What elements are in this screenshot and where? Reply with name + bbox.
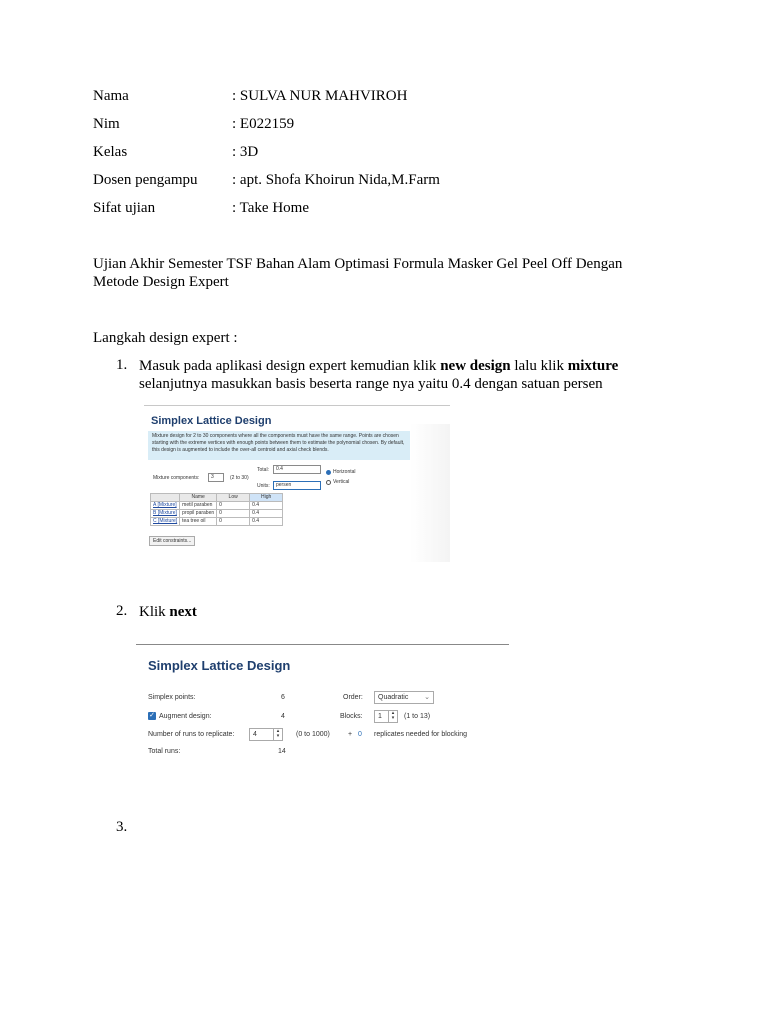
component-high[interactable]: 0.4 — [250, 518, 283, 526]
value-nama: : SULVA NUR MAHVIROH — [232, 88, 408, 104]
component-name[interactable]: metil paraben — [180, 502, 217, 510]
table-header: Low — [217, 494, 250, 502]
document-title: Ujian Akhir Semester TSF Bahan Alam Optimasi Formula Masker Gel Peel Off Dengan Metode Design Expert — [93, 256, 623, 290]
component-high[interactable]: 0.4 — [250, 502, 283, 510]
step-2-bold-next: next — [169, 604, 197, 620]
dialog-title: Simplex Lattice Design — [148, 658, 291, 673]
label-sifat-ujian: Sifat ujian — [93, 200, 156, 216]
components-table — [150, 493, 283, 526]
mixture-components-label: Mixture components: — [153, 475, 200, 481]
table-header — [151, 494, 180, 502]
vertical-label: Vertical — [333, 479, 350, 485]
step-1-bold-new-design: new design — [440, 358, 511, 374]
table-row[interactable] — [151, 518, 283, 526]
mixture-components-input[interactable]: 3 — [208, 473, 224, 482]
replicate-label: Number of runs to replicate: — [148, 731, 235, 738]
dialog-title: Simplex Lattice Design — [151, 415, 272, 427]
augment-checkbox[interactable]: ✓ — [149, 712, 155, 719]
component-id: B [Mixture] — [151, 510, 180, 518]
augment-label: Augment design: — [159, 713, 212, 720]
table-header: High — [250, 494, 283, 502]
replicates-text: replicates needed for blocking — [374, 731, 468, 738]
component-low[interactable]: 0 — [217, 502, 250, 510]
horizontal-label: Horizontal — [333, 469, 356, 475]
step-1-number: 1. — [116, 357, 128, 373]
replicate-stepper[interactable] — [249, 728, 283, 741]
screenshot-simplex-lattice-setup — [142, 404, 450, 562]
step-2-text-a: Klik — [139, 604, 170, 620]
label-kelas: Kelas — [93, 144, 128, 160]
order-label: Order: — [343, 694, 363, 701]
simplex-points-label: Simplex points: — [148, 694, 196, 701]
component-name[interactable]: propil paraben — [180, 510, 217, 518]
label-nama: Nama — [93, 88, 129, 104]
step-1-text-c: selanjutnya masukkan basis beserta range nya yaitu 0.4 dengan satuan persen — [139, 376, 603, 392]
step-1-bold-mixture: mixture — [567, 358, 619, 374]
replicate-value: 4 — [253, 731, 257, 738]
value-sifat-ujian: : Take Home — [232, 200, 309, 216]
component-high[interactable]: 0.4 — [250, 510, 283, 518]
step-3-number: 3. — [116, 819, 128, 835]
step-1-text — [139, 357, 659, 393]
plus-sign: + — [348, 731, 353, 738]
replicate-range: (0 to 1000) — [296, 731, 330, 738]
table-header-row — [151, 494, 283, 502]
mixture-components-range: (2 to 30) — [230, 475, 249, 481]
steps-heading: Langkah design expert : — [93, 330, 238, 346]
order-select[interactable] — [374, 691, 434, 704]
divider — [136, 644, 509, 645]
total-input[interactable]: 0.4 — [273, 465, 321, 474]
value-kelas: : 3D — [232, 144, 259, 160]
edit-constraints-button[interactable]: Edit constraints... — [149, 536, 195, 546]
order-select-value: Quadratic — [378, 694, 409, 701]
screenshot-edge-fade — [410, 424, 450, 562]
blocks-value: 1 — [378, 713, 382, 720]
component-id: C [Mixture] — [151, 518, 180, 526]
component-low[interactable]: 0 — [217, 518, 250, 526]
total-label: Total: — [257, 467, 269, 473]
total-runs-label: Total runs: — [148, 748, 181, 755]
blocks-range: (1 to 13) — [404, 713, 431, 720]
table-row[interactable] — [151, 510, 283, 518]
blocks-stepper[interactable] — [374, 710, 398, 723]
vertical-radio[interactable] — [326, 480, 331, 485]
replicates-value: 0 — [358, 731, 362, 738]
augment-value: 4 — [281, 713, 285, 720]
label-dosen: Dosen pengampu — [93, 172, 198, 188]
component-low[interactable]: 0 — [217, 510, 250, 518]
step-2-number: 2. — [116, 603, 128, 619]
step-2-text — [139, 603, 659, 621]
screenshot-simplex-lattice-runs — [136, 642, 510, 764]
table-header: Name — [180, 494, 217, 502]
simplex-points-value: 6 — [281, 694, 285, 701]
stepper-arrows-icon[interactable]: ▴ ▾ — [388, 711, 397, 722]
chevron-down-icon: ⌄ — [424, 694, 430, 701]
divider — [144, 405, 450, 406]
table-row[interactable] — [151, 502, 283, 510]
blocks-label: Blocks: — [340, 713, 363, 720]
component-name[interactable]: tea tree oil — [180, 518, 217, 526]
value-nim: : E022159 — [232, 116, 295, 132]
label-nim: Nim — [93, 116, 120, 132]
stepper-arrows-icon[interactable]: ▴ ▾ — [273, 729, 282, 740]
horizontal-radio[interactable] — [326, 470, 331, 475]
step-1-text-b: lalu klik — [510, 358, 568, 374]
step-1-text-a: Masuk pada aplikasi design expert kemudian klik — [139, 358, 441, 374]
dialog-description: Mixture design for 2 to 30 components where all the components must have the same range. Points are chosen starting with the extreme vertices with enough points between them to estimate the polynomial chosen. By default, this design is augmented to include the over-all centroid and axial check blends. — [148, 431, 410, 460]
units-input[interactable]: persen — [273, 481, 321, 490]
component-id: A [Mixture] — [151, 502, 180, 510]
units-label: Units: — [257, 483, 270, 489]
total-runs-value: 14 — [278, 748, 286, 755]
value-dosen: : apt. Shofa Khoirun Nida,M.Farm — [232, 172, 440, 188]
